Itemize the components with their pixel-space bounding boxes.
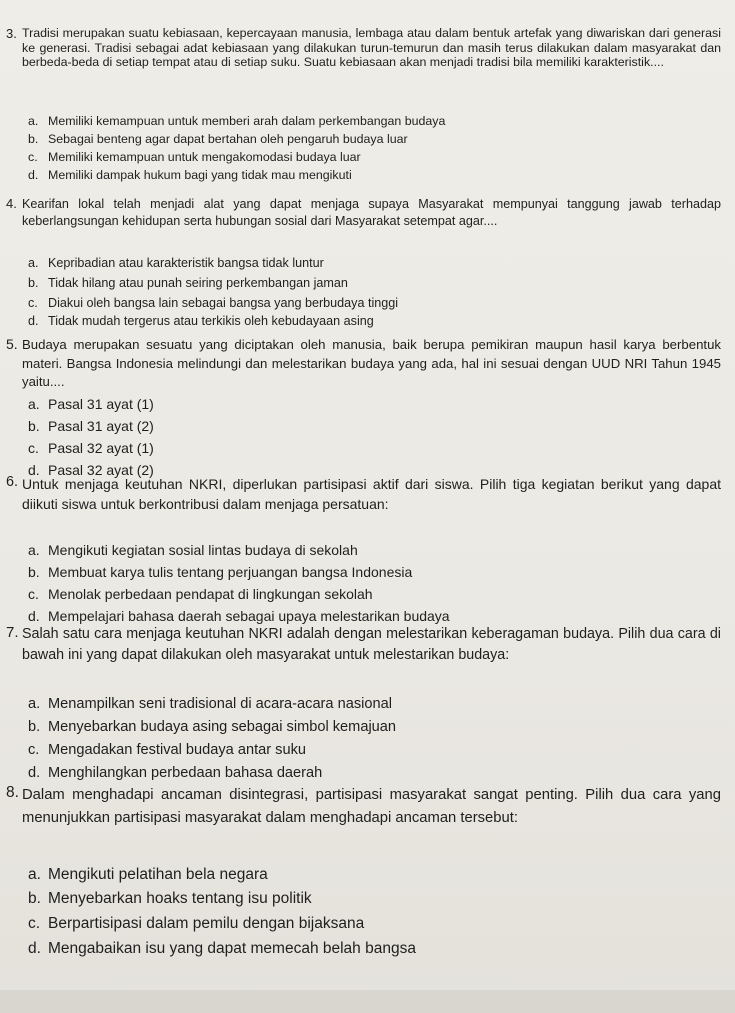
- option-b[interactable]: b. Sebagai benteng agar dapat bertahan oleh pengaruh budaya luar: [28, 132, 408, 146]
- question-number: 7.: [6, 624, 19, 641]
- option-d[interactable]: d. Memiliki dampak hukum bagi yang tidak mau mengikuti: [28, 168, 352, 182]
- page-bottom-edge: [0, 990, 735, 1013]
- question-text: Tradisi merupakan suatu kebiasaan, kepercayaan manusia, lembaga atau dalam bentuk artefak yang diwariskan dari generasi ke generasi. Tradisi sebagai adat kebiasaan yang dilakukan turun-temurun dan masih terus dilakukan dalam masyarakat dan berbeda-beda di setiap tempat atau di setiap suku. Suatu kebiasaan akan menjadi tradisi bila memiliki karakteristik....: [22, 26, 721, 69]
- option-b[interactable]: b. Menyebarkan hoaks tentang isu politik: [28, 890, 312, 907]
- option-c[interactable]: c. Berpartisipasi dalam pemilu dengan bijaksana: [28, 915, 365, 932]
- option-b[interactable]: b. Menyebarkan budaya asing sebagai simbol kemajuan: [28, 719, 397, 735]
- option-d[interactable]: d. Menghilangkan perbedaan bahasa daerah: [28, 765, 323, 781]
- question-text: Kearifan lokal telah menjadi alat yang dapat menjaga supaya Masyarakat mempunyai tanggung jawab terhadap keberlangsungan kehidupan serta hubungan sosial dari Masyarakat setempat agar....: [22, 197, 721, 228]
- option-c[interactable]: c. Memiliki kemampuan untuk mengakomodasi budaya luar: [28, 150, 361, 164]
- question-number: 3.: [6, 26, 17, 41]
- option-c[interactable]: c. Mengadakan festival budaya antar suku: [28, 742, 306, 758]
- question-number: 4.: [6, 196, 17, 211]
- option-a[interactable]: a. Kepribadian atau karakteristik bangsa tidak luntur: [28, 256, 324, 270]
- question-number: 8.: [6, 784, 19, 801]
- option-a[interactable]: a. Mengikuti kegiatan sosial lintas budaya di sekolah: [28, 542, 358, 558]
- question-text: Untuk menjaga keutuhan NKRI, diperlukan partisipasi aktif dari siswa. Pilih tiga kegiatan berikut yang dapat diikuti siswa untuk berkontribusi dalam menjaga persatuan:: [22, 476, 721, 512]
- option-c[interactable]: c. Menolak perbedaan pendapat di lingkungan sekolah: [28, 586, 373, 602]
- option-b[interactable]: b. Membuat karya tulis tentang perjuangan bangsa Indonesia: [28, 564, 413, 580]
- option-b[interactable]: b. Pasal 31 ayat (2): [28, 418, 154, 434]
- option-a[interactable]: a. Menampilkan seni tradisional di acara-acara nasional: [28, 696, 392, 712]
- option-c[interactable]: c. Diakui oleh bangsa lain sebagai bangsa yang berbudaya tinggi: [28, 296, 399, 310]
- option-c[interactable]: c. Pasal 32 ayat (1): [28, 440, 154, 456]
- option-a[interactable]: a. Memiliki kemampuan untuk memberi arah dalam perkembangan budaya: [28, 114, 446, 128]
- option-a[interactable]: a. Mengikuti pelatihan bela negara: [28, 866, 268, 883]
- question-text: Dalam menghadapi ancaman disintegrasi, partisipasi masyarakat sangat penting. Pilih dua cara yang menunjukkan partisipasi masyarakat dalam menghadapi ancaman tersebut:: [22, 787, 721, 826]
- option-a[interactable]: a. Pasal 31 ayat (1): [28, 396, 154, 412]
- question-text: Budaya merupakan sesuatu yang diciptakan oleh manusia, baik berupa pemikiran maupun hasil karya berbentuk materi. Bangsa Indonesia melindungi dan melestarikan budaya yang ada, hal ini sesuai dengan UUD NRI Tahun 1945 yaitu....: [22, 337, 721, 389]
- option-d[interactable]: d. Tidak mudah tergerus atau terkikis oleh kebudayaan asing: [28, 314, 374, 328]
- option-d[interactable]: d. Mempelajari bahasa daerah sebagai upaya melestarikan budaya: [28, 608, 450, 624]
- question-number: 5.: [6, 336, 18, 352]
- question-text: Salah satu cara menjaga keutuhan NKRI adalah dengan melestarikan keberagaman budaya. Pilih dua cara di bawah ini yang dapat dilakukan oleh masyarakat untuk melestarikan budaya:: [22, 626, 721, 663]
- question-number: 6.: [6, 474, 19, 490]
- option-d[interactable]: d. Pasal 32 ayat (2): [28, 462, 154, 478]
- option-b[interactable]: b. Tidak hilang atau punah seiring perkembangan jaman: [28, 276, 348, 290]
- option-d[interactable]: d. Mengabaikan isu yang dapat memecah belah bangsa: [28, 940, 416, 957]
